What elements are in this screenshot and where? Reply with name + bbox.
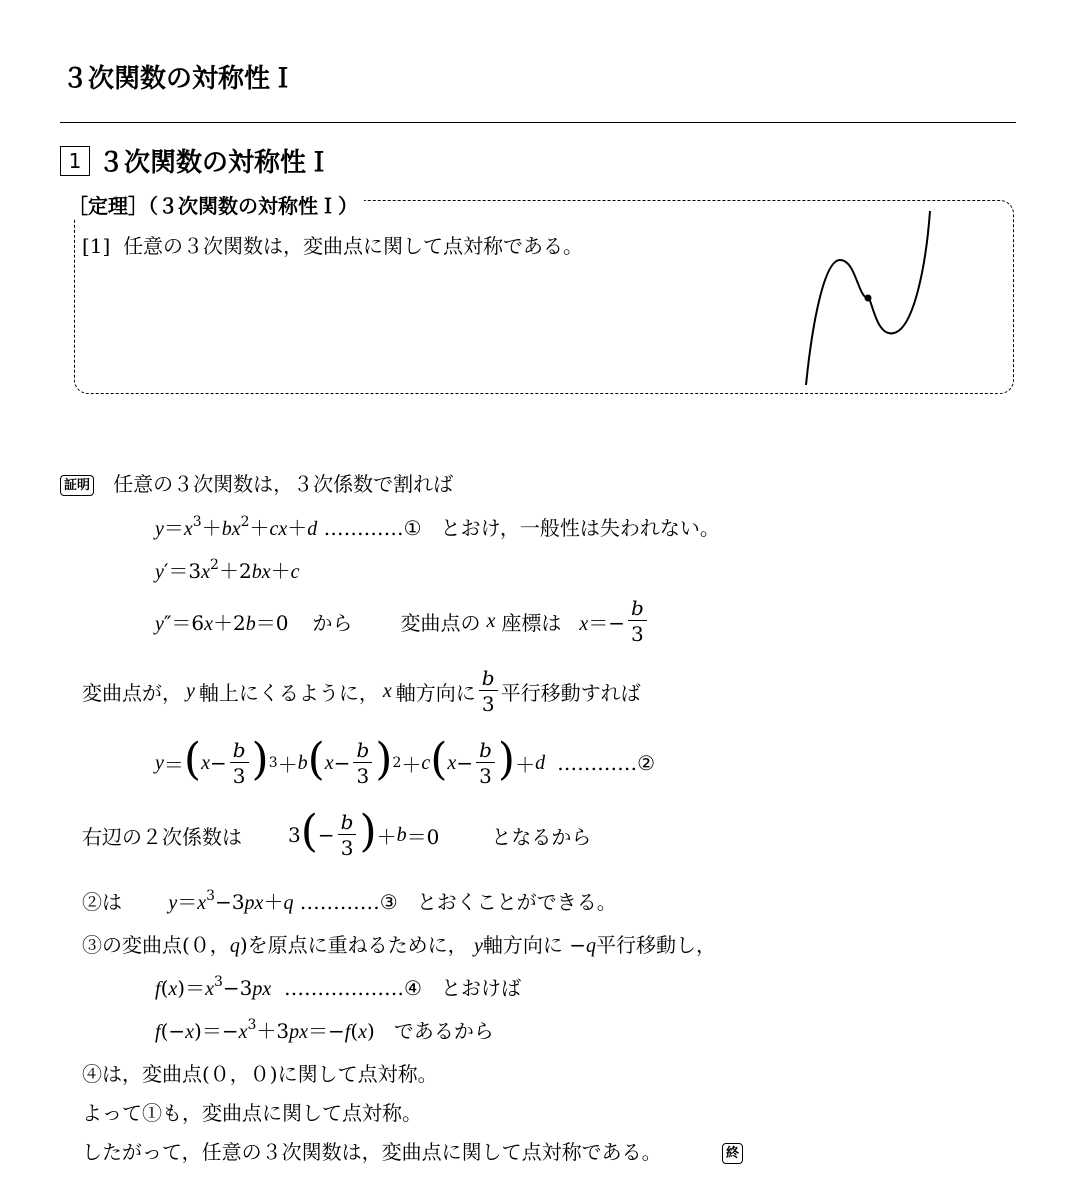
shift-text-2: 軸上にくるように，: [198, 680, 379, 705]
quadratic-coefficient: 右辺の２次係数は 3 ( − $\frac{b}{3}$ ) ＋ b ＝0 となるから: [82, 806, 592, 860]
quad-text: 右辺の２次係数は: [82, 824, 242, 849]
section-number: 1: [60, 146, 90, 176]
eq5-tag: …………③: [299, 890, 398, 914]
equation-5: ②は $y=x^3-3px+q$ …………③ とおくことができる。: [82, 888, 617, 914]
eq4-tag: …………②: [557, 751, 655, 775]
conclusion-1: ④は，変曲点(０，０)に関して点対称。: [82, 1062, 438, 1086]
l8-d: 平行移動し，: [596, 933, 716, 957]
section-title: ３次関数の対称性Ｉ: [98, 148, 333, 178]
eq6-tag: ………………④: [283, 976, 422, 1000]
page-title: ３次関数の対称性Ｉ: [62, 64, 297, 94]
section-heading: [60, 142, 332, 179]
shift-text-1: 変曲点が，: [82, 680, 182, 705]
l8-c: 軸方向に: [482, 933, 563, 957]
equation-1: $y=x^3+bx^2+cx+d$ …………① とおけ，一般性は失われない。: [155, 514, 720, 540]
eq6-comment: とおけば: [441, 976, 521, 1000]
theorem-statement: [82, 230, 583, 259]
theorem-label: ［定理］（３次関数の対称性Ｉ）: [68, 190, 364, 219]
l8-b: )を原点に重ねるために，: [239, 933, 468, 957]
theorem-text: 任意の３次関数は，変曲点に関して点対称である。: [123, 234, 584, 258]
shift-sentence: 変曲点が， y 軸上にくるように， x 軸方向に $\frac{b}{3}$ 平行移動すれば: [82, 666, 641, 716]
eq3-text-zahyo: 座標は: [501, 610, 562, 635]
fraction-b-over-3: $\frac{b}{3}$: [479, 668, 498, 714]
proof-intro: [60, 468, 453, 497]
quad-tail: となるから: [491, 824, 592, 849]
proof-badge: 証明: [60, 475, 94, 496]
end-badge: 終: [722, 1143, 743, 1164]
eq3-text-kara: から: [312, 610, 353, 635]
proof-intro-text: 任意の３次関数は，３次係数で割れば: [113, 472, 454, 496]
theorem-item-number: [1]: [82, 234, 111, 258]
inflection-point: [865, 295, 872, 302]
conclusion-3: [82, 1136, 743, 1165]
l8-a: ③の変曲点(: [82, 933, 190, 957]
eq7-comment: であるから: [393, 1019, 494, 1043]
fraction-b-over-3: $\frac{b}{3}$: [628, 598, 647, 644]
conclusion-2: よって①も，変曲点に関して点対称。: [82, 1101, 422, 1125]
translation-sentence: ③の変曲点(０，q)を原点に重ねるために， y軸方向に −q平行移動し，: [82, 933, 716, 957]
header-divider: [60, 122, 1016, 123]
equation-3: y″＝6x＋2b＝0 から 変曲点の x 座標は x＝− $\frac{b}{3}$: [155, 598, 650, 644]
cubic-graph: [790, 205, 950, 390]
equation-4: y ＝ ( x − $\frac{b}{3}$ ) 3 ＋ b ( x − $\frac{b}{3}$ ) 2 ＋ c ( x − $\frac{b}{3}$ ) ＋ d …………②: [155, 734, 655, 788]
equation-7: $f(-x)=-x^3+3px=-f(x)$ であるから: [155, 1017, 494, 1043]
eq3-text-henkyokuten: 変曲点の: [400, 610, 481, 635]
equation-2: $y'=3x^2+2bx+c$: [155, 557, 300, 583]
shift-text-3: 軸方向に: [395, 680, 476, 705]
eq5-head: ②は: [82, 890, 122, 914]
equation-6: $f(x)=x^3-3px$ ………………④ とおけば: [155, 974, 521, 1000]
eq5-comment: とおくことができる。: [416, 890, 617, 914]
eq1-tag: …………①: [323, 516, 422, 540]
shift-text-4: 平行移動すれば: [500, 680, 641, 705]
eq1-comment: とおけ，一般性は失われない。: [440, 516, 720, 540]
conclusion-3-text: したがって，任意の３次関数は，変曲点に関して点対称である。: [82, 1140, 662, 1164]
